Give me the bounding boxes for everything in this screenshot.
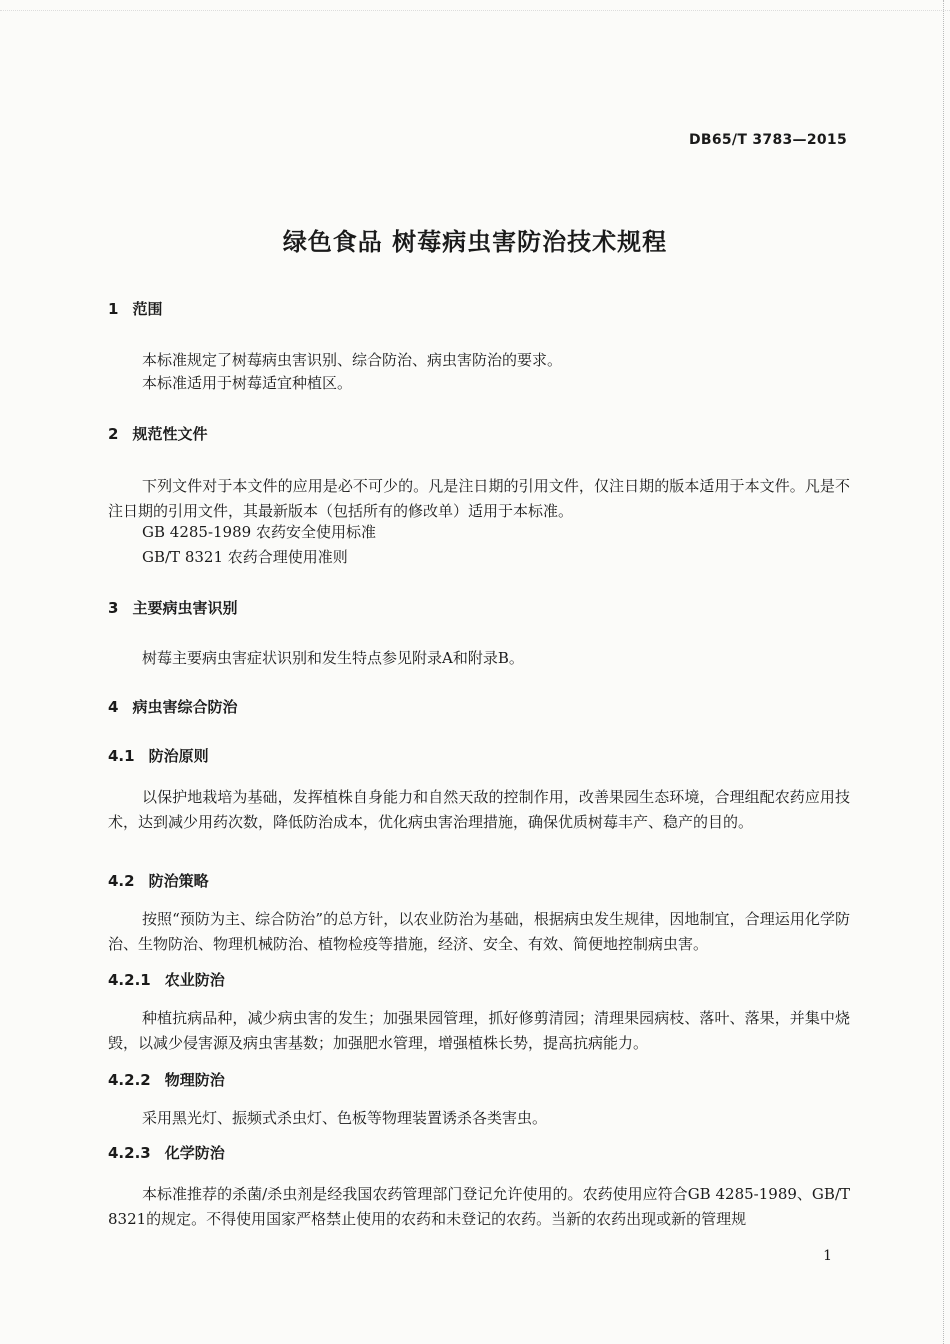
section-number: 4.2.1 — [108, 971, 151, 989]
reference-item: GB 4285-1989 农药安全使用标准 — [142, 523, 376, 541]
section-number: 3 — [108, 599, 119, 617]
reference-item: GB/T 8321 农药合理使用准则 — [142, 548, 348, 566]
section-number: 4.2.3 — [108, 1144, 151, 1162]
section-number: 4.1 — [108, 747, 135, 765]
page-number: 1 — [823, 1248, 832, 1264]
section-title: 化学防治 — [164, 1144, 225, 1162]
section-heading-4-2-2 — [108, 1069, 225, 1090]
section-heading-4-2-3 — [108, 1142, 225, 1163]
section-heading-4-1 — [108, 745, 209, 766]
scan-top-edge — [0, 0, 950, 11]
section-number: 4.2 — [108, 872, 135, 890]
section-title: 规范性文件 — [132, 425, 208, 443]
section-title: 防治策略 — [148, 872, 209, 890]
section-title: 范围 — [132, 300, 163, 318]
section-heading-4-2-1 — [108, 969, 225, 990]
paragraph: 树莓主要病虫害症状识别和发生特点参见附录A和附录B。 — [142, 649, 524, 667]
section-number: 1 — [108, 300, 119, 318]
section-heading-3 — [108, 597, 237, 618]
section-heading-1 — [108, 298, 162, 319]
section-title: 农业防治 — [164, 971, 225, 989]
paragraph: 以保护地栽培为基础，发挥植株自身能力和自然天敌的控制作用，改善果园生态环境，合理组配农药应用技术，达到减少用药次数，降低防治成本，优化病虫害治理措施，确保优质树莓丰产、稳产的目的。 — [108, 788, 850, 831]
section-title: 物理防治 — [164, 1071, 225, 1089]
paragraph: 种植抗病品种，减少病虫害的发生；加强果园管理，抓好修剪清园；清理果园病枝、落叶、落果，并集中烧毁，以减少侵害源及病虫害基数；加强肥水管理，增强植株长势，提高抗病能力。 — [108, 1009, 850, 1052]
section-heading-4-2 — [108, 870, 209, 891]
paragraph: 本标准推荐的杀菌/杀虫剂是经我国农药管理部门登记允许使用的。农药使用应符合GB 4285-1989、GB/T 8321的规定。不得使用国家严格禁止使用的农药和未登记的农药。当新的农药出现或新的管理规 — [108, 1185, 850, 1228]
document-title: 绿色食品 树莓病虫害防治技术规程 — [282, 228, 668, 256]
paragraph: 按照“预防为主、综合防治”的总方针，以农业防治为基础，根据病虫发生规律，因地制宜，合理运用化学防治、生物防治、物理机械防治、植物检疫等措施，经济、安全、有效、简便地控制病虫害。 — [108, 910, 850, 953]
scan-right-edge — [943, 0, 950, 1344]
section-title: 主要病虫害识别 — [132, 599, 238, 617]
section-number: 2 — [108, 425, 119, 443]
section-title: 防治原则 — [148, 747, 209, 765]
paragraph-line: 本标准适用于树莓适宜种植区。 — [142, 374, 353, 392]
section-title: 病虫害综合防治 — [132, 698, 238, 716]
standard-code: DB65/T 3783—2015 — [688, 132, 847, 148]
section-heading-2 — [108, 423, 207, 444]
section-number: 4 — [108, 698, 119, 716]
paragraph-line: 本标准规定了树莓病虫害识别、综合防治、病虫害防治的要求。 — [142, 351, 563, 369]
paragraph: 下列文件对于本文件的应用是必不可少的。凡是注日期的引用文件，仅注日期的版本适用于本文件。凡是不注日期的引用文件，其最新版本（包括所有的修改单）适用于本标准。 — [108, 477, 850, 520]
section-number: 4.2.2 — [108, 1071, 151, 1089]
paragraph: 采用黑光灯、振频式杀虫灯、色板等物理装置诱杀各类害虫。 — [142, 1109, 548, 1127]
section-heading-4 — [108, 696, 237, 717]
